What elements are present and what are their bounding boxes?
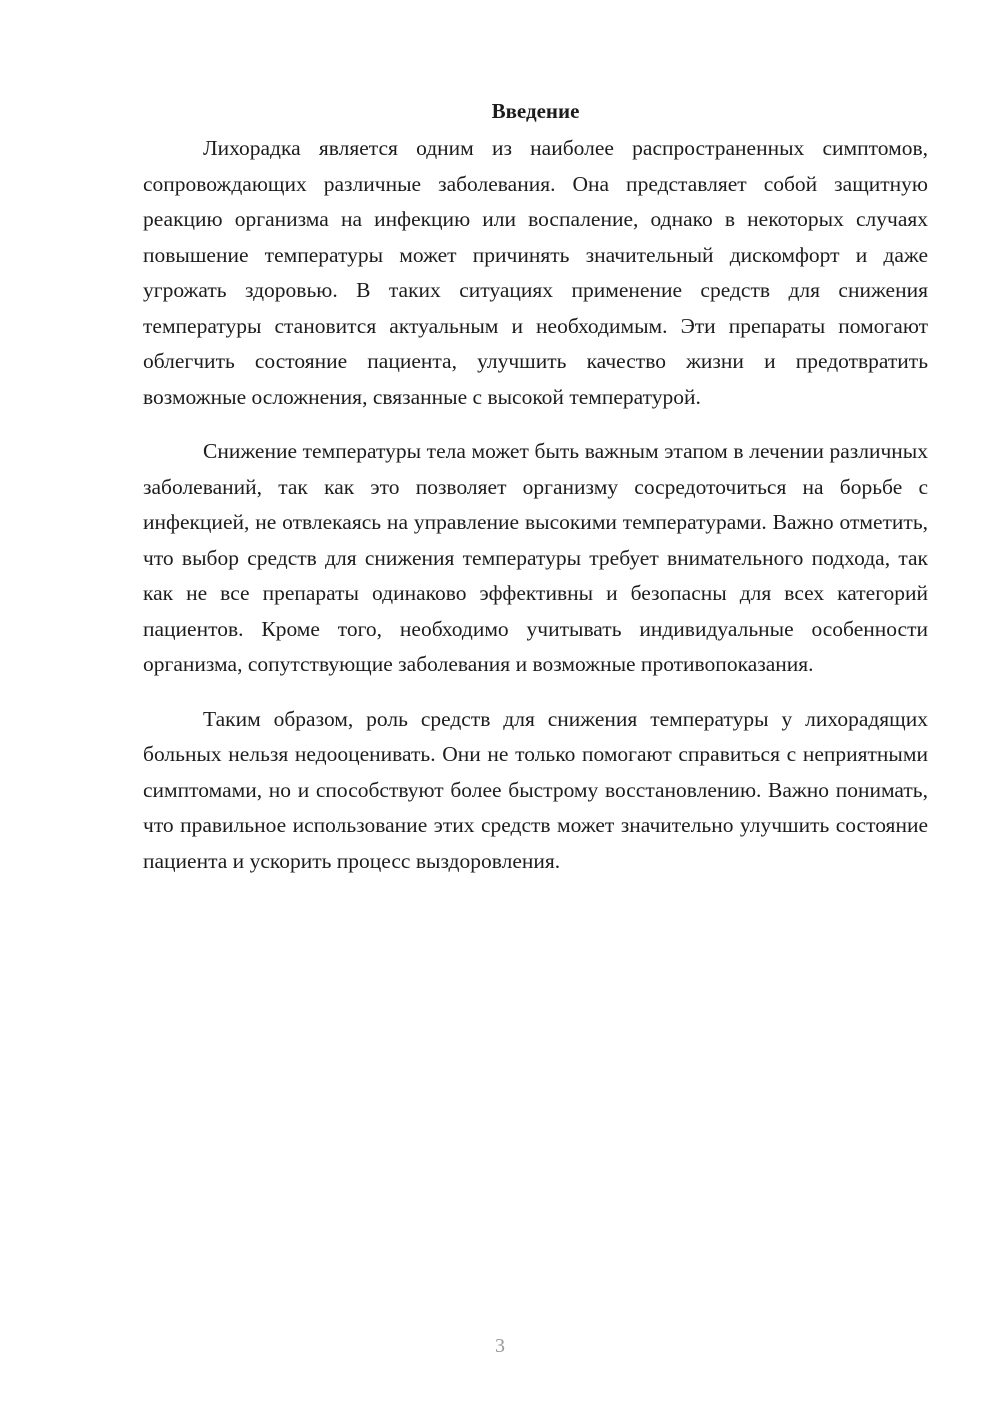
paragraph-2: Снижение температуры тела может быть важным этапом в лечении различных заболеваний, так как это позволяет организму сосредоточиться на борьбе с инфекцией, не отвлекаясь на управление высокими температурами. Важно отметить, что выбор средств для снижения температуры требует внимательного подхода, так как не все препараты одинаково эффективны и безопасны для всех категорий пациентов. Кроме того, необходимо учитывать индивидуальные особенности организма, сопутствующие заболевания и возможные противопоказания. xyxy=(143,439,928,676)
section-heading: Введение xyxy=(491,99,580,123)
paragraph-3: Таким образом, роль средств для снижения температуры у лихорадящих больных нельзя недооценивать. Они не только помогают справиться с неприятными симптомами, но и способствуют более быстрому восстановлению. Важно понимать, что правильное использование этих средств может значительно улучшить состояние пациента и ускорить процесс выздоровления. xyxy=(143,706,928,873)
page-number: 3 xyxy=(495,1335,505,1357)
document-body xyxy=(143,96,928,898)
paragraph-1: Лихорадка является одним из наиболее распространенных симптомов, сопровождающих различные заболевания. Она представляет собой защитную реакцию организма на инфекцию или воспаление, однако в некоторых случаях повышение температуры может причинять значительный дискомфорт и даже угрожать здоровью. В таких ситуациях применение средств для снижения температуры становится актуальным и необходимым. Эти препараты помогают облегчить состояние пациента, улучшить качество жизни и предотвратить возможные осложнения, связанные с высокой температурой. xyxy=(143,136,928,409)
